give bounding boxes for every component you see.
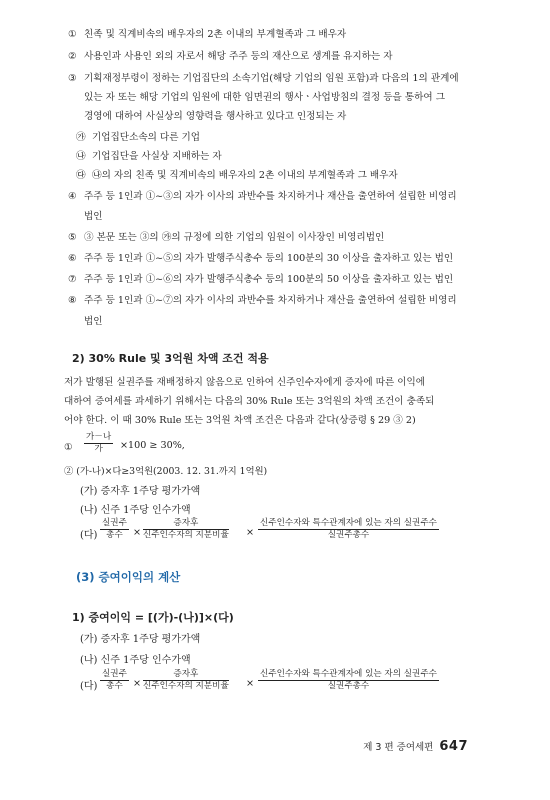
fraction-unforfeited bbox=[100, 669, 129, 692]
list-item-continuation: 법인 bbox=[84, 211, 103, 222]
footer-section-label: 제 3 편 증여세편 bbox=[363, 742, 434, 753]
list-item-continuation: 경영에 대하여 사실상의 영향력을 행사하고 있다고 인정되는 자 bbox=[84, 111, 347, 122]
paragraph-line: 저가 발행된 실권주를 재배정하지 않음으로 인하여 신주인수자에게 증자에 따른 이익에 bbox=[64, 377, 426, 388]
definition-na: (나) 신주 1주당 인수가액 bbox=[80, 505, 191, 516]
fraction-denominator: 신주인수자의 지분비율 bbox=[143, 681, 229, 691]
fraction-numerator: 신주인수자와 특수관계자에 있는 자의 실권주수 bbox=[260, 518, 437, 528]
fraction-related-party bbox=[258, 518, 439, 541]
list-item: ⑦ 주주 등 1인과 ①~⑥의 자가 발행주식총수 등의 100분의 50 이상을 출자하고 있는 법인 bbox=[68, 274, 454, 285]
list-item: ⑤ ③ 본문 또는 ③의 ㉮의 규정에 의한 기업의 임원이 이사장인 비영리법인 bbox=[68, 232, 385, 243]
formula-heading: 1) 증여이익 = [(가)-(나)]×(다) bbox=[72, 611, 234, 624]
list-item: ② 사용인과 사용인 외의 자로서 해당 주주 등의 재산으로 생계를 유지하는 자 bbox=[68, 51, 393, 62]
list-item: ㉯ 기업집단을 사실상 지배하는 자 bbox=[76, 151, 222, 162]
condition-2: ② (가-나)×다≥3억원(2003. 12. 31.까지 1억원) bbox=[64, 466, 268, 477]
times-sign: × bbox=[246, 527, 255, 538]
fraction-related-party bbox=[258, 669, 439, 692]
fraction-unforfeited bbox=[100, 518, 129, 541]
fraction-share-ratio bbox=[143, 518, 229, 541]
fraction-numerator: 실권주 bbox=[102, 518, 127, 528]
list-item: ③ 기획재정부령이 정하는 기업집단의 소속기업(해당 기업의 임원 포함)과 다음의 1의 관계에 bbox=[68, 73, 459, 84]
page-number: 647 bbox=[439, 739, 468, 754]
list-item: ⑥ 주주 등 1인과 ①~⑤의 자가 발행주식총수 등의 100분의 30 이상을 출자하고 있는 법인 bbox=[68, 253, 454, 264]
list-item: ㉰ ㉯의 자의 친족 및 직계비속의 배우자의 2촌 이내의 부계혈족과 그 배우자 bbox=[76, 170, 398, 181]
times-sign: × bbox=[133, 527, 142, 538]
fraction-numerator: 증자후 bbox=[143, 518, 229, 530]
fraction-denominator: 총수 bbox=[106, 681, 123, 691]
section-heading: 2) 30% Rule 및 3억원 차액 조건 적용 bbox=[72, 352, 269, 365]
definition-ga: (가) 증자후 1주당 평가가액 bbox=[80, 634, 201, 645]
list-item: ㉮ 기업집단소속의 다른 기업 bbox=[76, 132, 201, 143]
fraction-share-ratio bbox=[143, 669, 229, 692]
subsection-heading: (3) 증여이익의 계산 bbox=[76, 570, 181, 584]
list-item-continuation: 있는 자 또는 해당 기업의 임원에 대한 임면권의 행사ㆍ사업방침의 결정 등을 통하여 그 bbox=[84, 92, 445, 103]
paragraph-line: 대하여 증여세를 과세하기 위해서는 다음의 30% Rule 또는 3억원의 차액 조건이 충족되 bbox=[64, 396, 435, 407]
fraction-numerator: 가－나 bbox=[86, 432, 112, 442]
list-item: ① 친족 및 직계비속의 배우자의 2촌 이내의 부계혈족과 그 배우자 bbox=[68, 29, 347, 40]
times-sign: × bbox=[246, 678, 255, 689]
fraction-numerator: 실권주 bbox=[102, 669, 127, 679]
fraction-denominator: 실권주총수 bbox=[327, 681, 370, 691]
condition-1-tail: ×100 ≥ 30%, bbox=[120, 440, 185, 451]
condition-1-mark: ① bbox=[64, 442, 73, 453]
definition-da-label: (다) bbox=[80, 681, 98, 692]
definition-ga: (가) 증자후 1주당 평가가액 bbox=[80, 486, 201, 497]
page-footer bbox=[363, 739, 468, 754]
fraction-denominator: 실권주총수 bbox=[327, 530, 370, 540]
condition-1-fraction bbox=[84, 432, 113, 455]
fraction-numerator: 증자후 bbox=[143, 669, 229, 681]
times-sign: × bbox=[133, 678, 142, 689]
definition-na: (나) 신주 1주당 인수가액 bbox=[80, 655, 191, 666]
fraction-denominator: 가 bbox=[94, 444, 103, 454]
fraction-numerator: 신주인수자와 특수관계자에 있는 자의 실권주수 bbox=[260, 669, 437, 679]
paragraph-line: 어야 한다. 이 때 30% Rule 또는 3억원 차액 조건은 다음과 같다(상증령 § 29 ③ 2) bbox=[64, 415, 416, 426]
definition-da-label: (다) bbox=[80, 530, 98, 541]
list-item-continuation: 법인 bbox=[84, 316, 103, 327]
list-item: ④ 주주 등 1인과 ①~③의 자가 이사의 과반수를 차지하거나 재산을 출연하여 설립한 비영리 bbox=[68, 191, 457, 202]
fraction-denominator: 총수 bbox=[106, 530, 123, 540]
list-item: ⑧ 주주 등 1인과 ①~⑦의 자가 이사의 과반수를 차지하거나 재산을 출연하여 설립한 비영리 bbox=[68, 295, 457, 306]
fraction-denominator: 신주인수자의 지분비율 bbox=[143, 530, 229, 540]
